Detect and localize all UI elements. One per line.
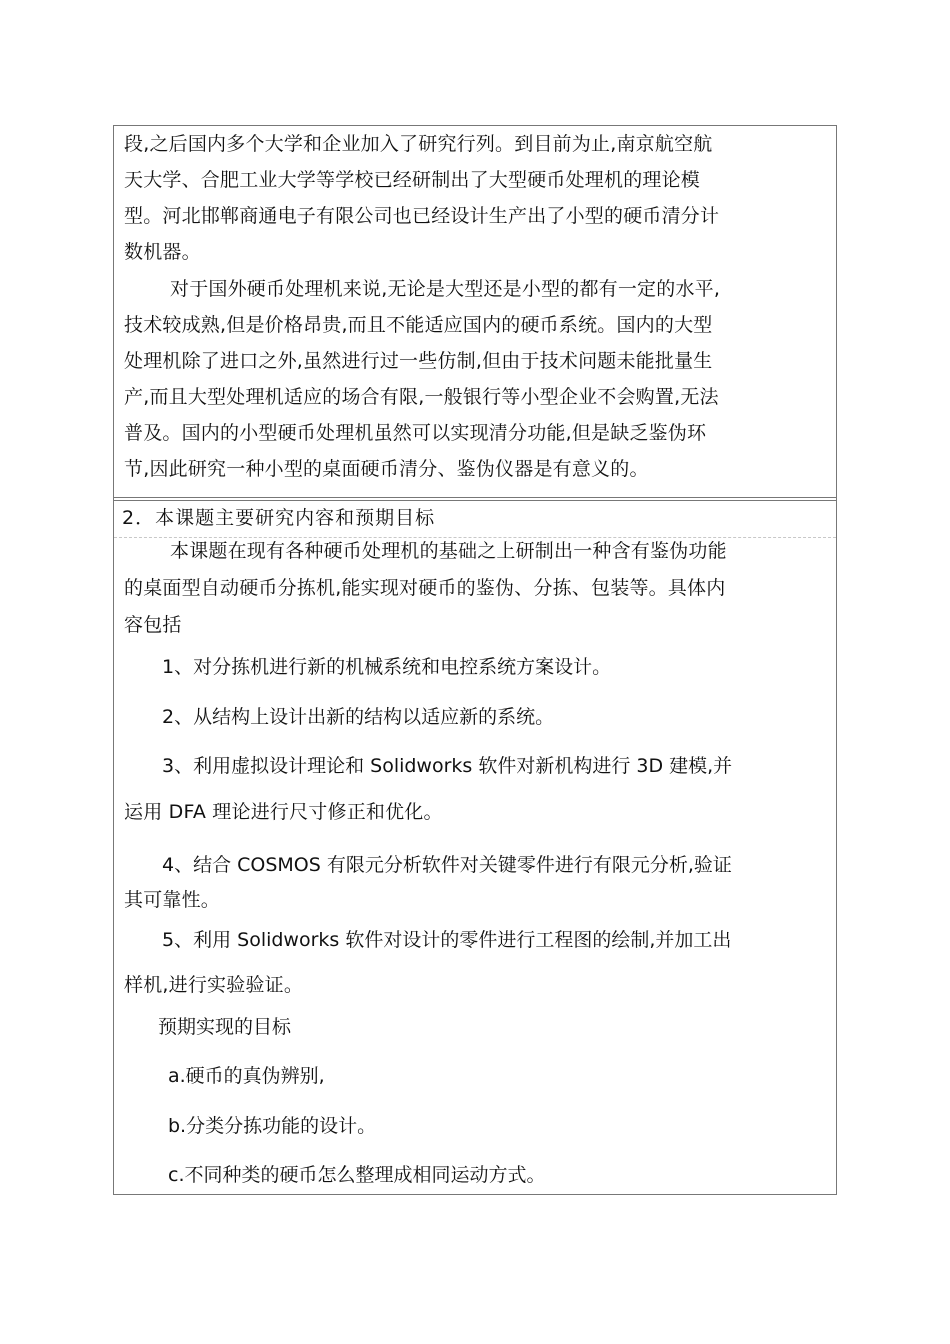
goals-title: 预期实现的目标 xyxy=(158,1016,292,1038)
section-heading: 2．本课题主要研究内容和预期目标 xyxy=(122,507,436,529)
goal-b: b.分类分拣功能的设计。 xyxy=(168,1115,377,1137)
paragraph-line: 普及。国内的小型硬币处理机虽然可以实现清分功能,但是缺乏鉴伪环 xyxy=(124,422,707,444)
paragraph-line: 产,而且大型处理机适应的场合有限,一般银行等小型企业不会购置,无法 xyxy=(124,386,719,408)
paragraph-line: 本课题在现有各种硬币处理机的基础之上研制出一种含有鉴伪功能 xyxy=(170,540,727,562)
content-item-3-cont: 运用 DFA 理论进行尺寸修正和优化。 xyxy=(124,801,443,823)
paragraph-line: 数机器。 xyxy=(124,241,201,263)
document-table xyxy=(113,125,837,1195)
content-item-4: 4、结合 COSMOS 有限元分析软件对关键零件进行有限元分析,验证 xyxy=(162,854,732,876)
paragraph-line: 容包括 xyxy=(124,614,182,636)
paragraph-line: 天大学、合肥工业大学等学校已经研制出了大型硬币处理机的理论模 xyxy=(124,169,701,191)
paragraph-line: 段,之后国内多个大学和企业加入了研究行列。到目前为止,南京航空航 xyxy=(124,133,713,155)
goal-c: c.不同种类的硬币怎么整理成相同运动方式。 xyxy=(168,1164,546,1186)
paragraph-line: 型。河北邯郸商通电子有限公司也已经设计生产出了小型的硬币清分计 xyxy=(124,205,720,227)
content-item-1: 1、对分拣机进行新的机械系统和电控系统方案设计。 xyxy=(162,656,612,678)
background-section xyxy=(114,126,836,499)
content-item-5: 5、利用 Solidworks 软件对设计的零件进行工程图的绘制,并加工出 xyxy=(162,929,732,951)
content-item-4-cont: 其可靠性。 xyxy=(124,889,221,911)
content-item-2: 2、从结构上设计出新的结构以适应新的系统。 xyxy=(162,706,555,728)
row-divider xyxy=(114,497,836,498)
content-item-5-cont: 样机,进行实验验证。 xyxy=(124,974,304,996)
paragraph-line: 技术较成熟,但是价格昂贵,而且不能适应国内的硬币系统。国内的大型 xyxy=(124,314,713,336)
paragraph-line: 节,因此研究一种小型的桌面硬币清分、鉴伪仪器是有意义的。 xyxy=(124,458,649,480)
row-divider xyxy=(114,500,836,501)
goal-a: a.硬币的真伪辨别, xyxy=(168,1065,325,1087)
paragraph-line: 处理机除了进口之外,虽然进行过一些仿制,但由于技术问题未能批量生 xyxy=(124,350,713,372)
paragraph-line: 对于国外硬币处理机来说,无论是大型还是小型的都有一定的水平, xyxy=(170,278,721,300)
paragraph-line: 的桌面型自动硬币分拣机,能实现对硬币的鉴伪、分拣、包装等。具体内 xyxy=(124,577,726,599)
content-item-3: 3、利用虚拟设计理论和 Solidworks 软件对新机构进行 3D 建模,并 xyxy=(162,755,733,777)
